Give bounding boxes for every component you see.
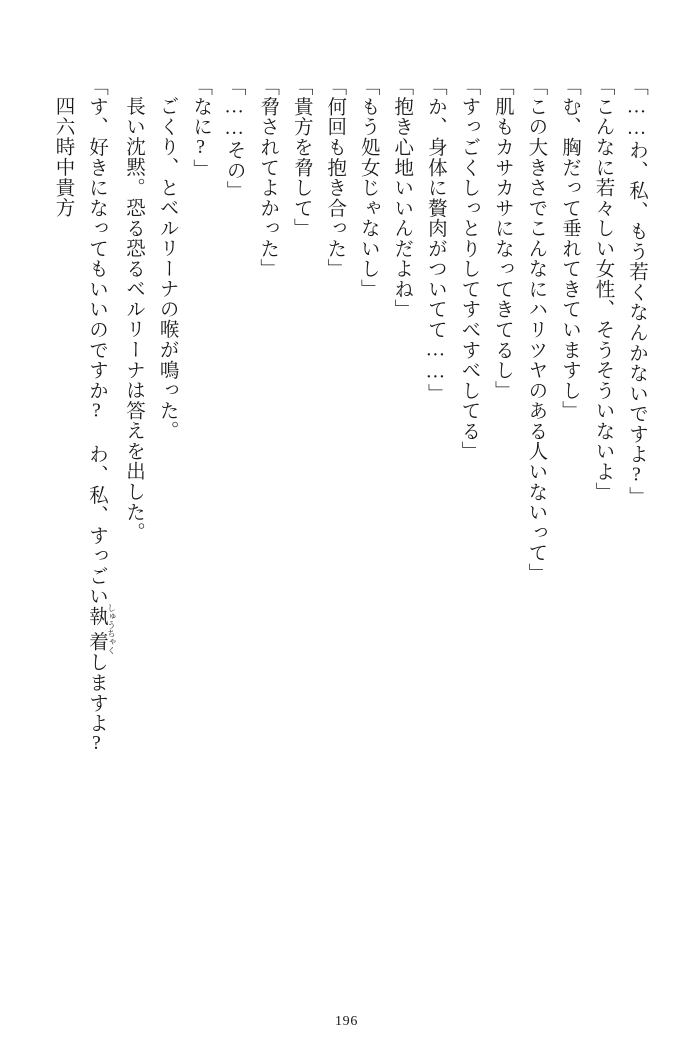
text-line: 四六時中貴方 bbox=[52, 95, 74, 218]
ruby-annotation bbox=[86, 603, 117, 655]
text-line: 「こんなに若々しい女性、そうそういないよ」 bbox=[592, 76, 614, 502]
vertical-text-body bbox=[40, 76, 653, 996]
text-line-with-ruby bbox=[79, 76, 116, 996]
text-line: 「脅されてよかった」 bbox=[257, 76, 279, 279]
text-line: 「か、身体に贅肉がついてて……」 bbox=[424, 76, 446, 404]
text-line: 「もう処女じゃないし」 bbox=[357, 76, 379, 300]
text-line: ごくり、とベルリーナの喉が鳴った。 bbox=[156, 95, 178, 441]
text-line: 「む、胸だって垂れてきていますし」 bbox=[558, 76, 580, 421]
ruby-reading: しゅうちゃく bbox=[106, 603, 117, 655]
ruby-base: 執着 bbox=[86, 603, 107, 655]
text-line: 「貴方を脅して」 bbox=[290, 76, 312, 239]
text-line: 「……その」 bbox=[223, 76, 245, 201]
text-line: 「何回も抱き合った」 bbox=[324, 76, 346, 279]
text-line: 「この大きさでこんなにハリツヤのある人いないって」 bbox=[525, 76, 547, 583]
text-segment: 「す、好きになってもいいのですか? わ、私、すっごい bbox=[86, 76, 107, 607]
text-line: 長い沈黙。恐る恐るベルリーナは答えを出した。 bbox=[123, 95, 145, 542]
text-line: 「抱き心地いいんだよね」 bbox=[391, 76, 413, 320]
text-line: 「肌もカサカサになってきてるし」 bbox=[491, 76, 513, 401]
text-line: 「……わ、私、もう若くなんかないですよ?」 bbox=[626, 76, 647, 507]
text-segment: しますよ? bbox=[86, 652, 107, 755]
text-line: 「なに?」 bbox=[190, 76, 212, 179]
text-line: 「すっごくしっとりしてすべすべしてる」 bbox=[458, 76, 480, 462]
page-number: 196 bbox=[334, 1014, 359, 1029]
